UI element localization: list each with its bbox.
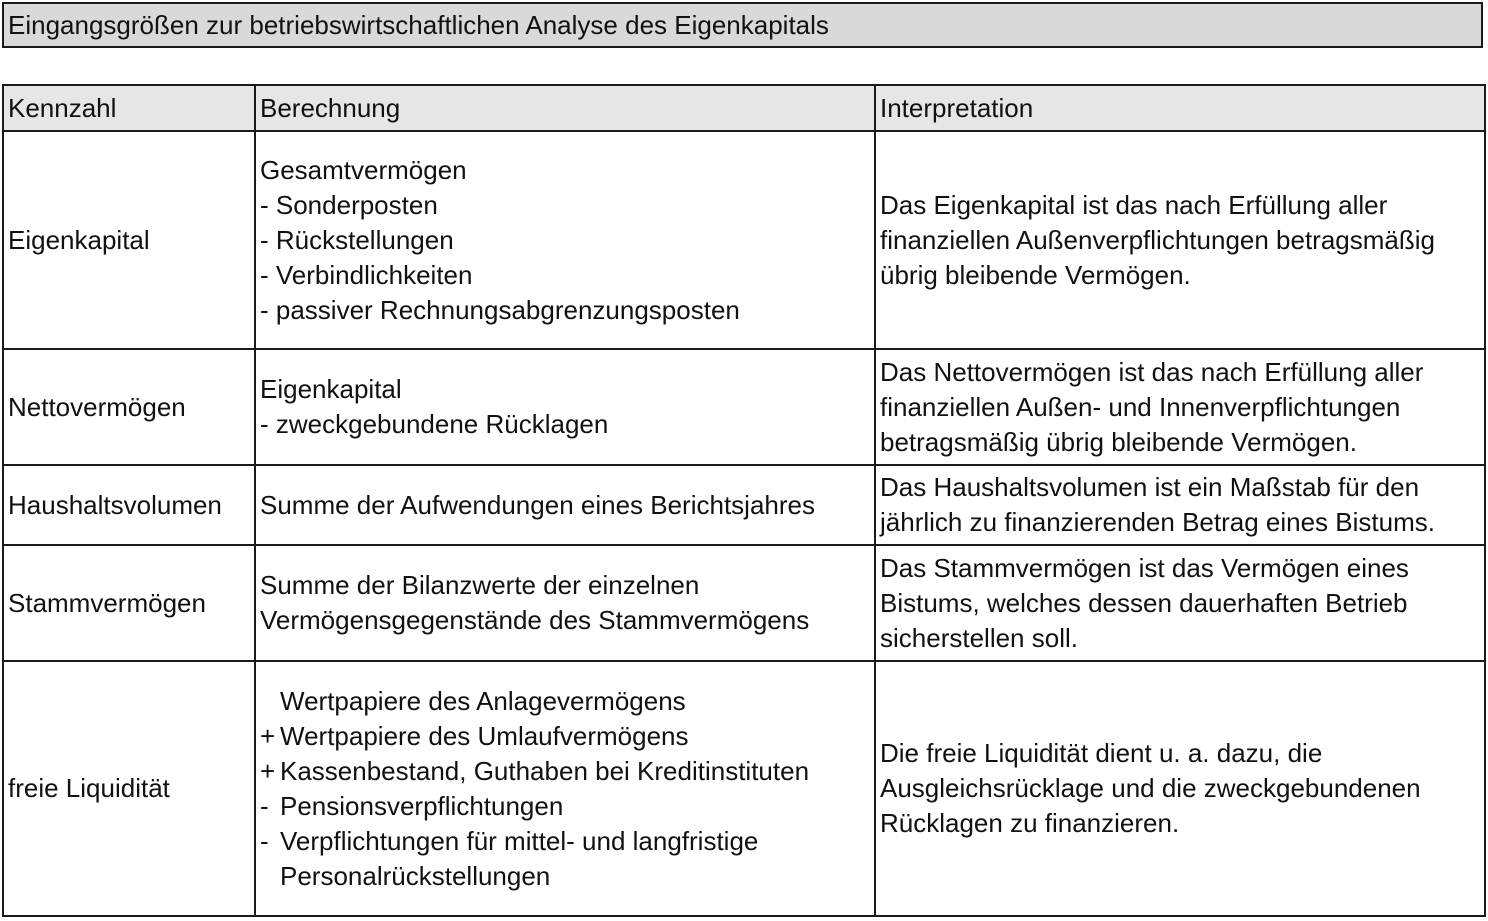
kennzahl-cell: Eigenkapital	[3, 131, 255, 349]
table-row	[3, 131, 1485, 349]
kennzahl-cell: Stammvermögen	[3, 545, 255, 661]
formula-line: Summe der Aufwendungen eines Berichtsjahres	[260, 489, 815, 520]
kennzahl-cell: freie Liquidität	[3, 661, 255, 916]
kennzahlen-table	[2, 84, 1486, 917]
interpretation-line: Rücklagen zu finanzieren.	[880, 808, 1180, 838]
berechnung-cell	[255, 131, 875, 349]
formula-line	[260, 824, 870, 859]
formula-line: Eigenkapital	[260, 374, 402, 404]
formula-line	[260, 789, 870, 824]
formula-line: - Sonderposten	[260, 189, 438, 220]
table-row	[3, 545, 1485, 661]
formula-line	[260, 754, 870, 789]
interpretation-cell	[875, 465, 1485, 545]
formula-operator: -	[260, 825, 269, 856]
header-berechnung: Berechnung	[255, 85, 875, 131]
interpretation-line: finanziellen Außenverpflichtungen betragsmäßig	[880, 224, 1436, 255]
table-row	[3, 465, 1485, 545]
formula-line	[260, 859, 870, 894]
interpretation-line: betragsmäßig übrig bleibende Vermögen.	[880, 426, 1357, 457]
formula-term: Wertpapiere des Anlagevermögens	[280, 685, 686, 716]
header-interpretation: Interpretation	[875, 85, 1485, 131]
table-header-row	[3, 85, 1485, 131]
formula-operator: +	[260, 720, 276, 751]
formula-term: Pensionsverpflichtungen	[280, 790, 564, 821]
formula-term: Verpflichtungen für mittel- und langfristige	[280, 825, 759, 856]
interpretation-line: Bistums, welches dessen dauerhaften Betrieb	[880, 587, 1408, 618]
interpretation-line: Die freie Liquidität dient u. a. dazu, die	[880, 738, 1323, 768]
formula-term: Personalrückstellungen	[280, 860, 551, 891]
document-title: Eingangsgrößen zur betriebswirtschaftlichen Analyse des Eigenkapitals	[2, 2, 1483, 48]
interpretation-cell	[875, 131, 1485, 349]
interpretation-cell	[875, 349, 1485, 465]
interpretation-line: sicherstellen soll.	[880, 622, 1078, 653]
berechnung-cell	[255, 349, 875, 465]
interpretation-line: Das Haushaltsvolumen ist ein Maßstab für den	[880, 472, 1420, 502]
interpretation-line: finanziellen Außen- und Innenverpflichtungen	[880, 391, 1401, 422]
formula-operator	[260, 859, 280, 894]
berechnung-cell	[255, 661, 875, 916]
table-row	[3, 349, 1485, 465]
formula-operator: -	[260, 790, 269, 821]
interpretation-line: Das Stammvermögen ist das Vermögen eines	[880, 552, 1409, 583]
interpretation-line: Das Nettovermögen ist das nach Erfüllung aller	[880, 356, 1424, 387]
interpretation-line: übrig bleibende Vermögen.	[880, 259, 1191, 290]
interpretation-line: Das Eigenkapital ist das nach Erfüllung aller	[880, 189, 1388, 220]
interpretation-line: Ausgleichsrücklage und die zweckgebundenen	[880, 773, 1421, 803]
interpretation-line: jährlich zu finanzierenden Betrag eines Bistums.	[880, 507, 1435, 537]
formula-line	[260, 719, 870, 754]
formula-term: Wertpapiere des Umlaufvermögens	[280, 720, 689, 751]
berechnung-cell	[255, 545, 875, 661]
formula-line: Vermögensgegenstände des Stammvermögens	[260, 605, 810, 635]
interpretation-cell	[875, 661, 1485, 916]
formula-line: - passiver Rechnungsabgrenzungsposten	[260, 294, 740, 325]
table-row	[3, 661, 1485, 916]
kennzahl-cell: Haushaltsvolumen	[3, 465, 255, 545]
formula-line: - Rückstellungen	[260, 224, 454, 255]
berechnung-cell	[255, 465, 875, 545]
formula-line: Gesamtvermögen	[260, 154, 467, 185]
formula-line: - Verbindlichkeiten	[260, 259, 473, 290]
formula-line: - zweckgebundene Rücklagen	[260, 409, 609, 439]
formula-line	[260, 684, 870, 719]
kennzahl-cell: Nettovermögen	[3, 349, 255, 465]
interpretation-cell	[875, 545, 1485, 661]
formula-term: Kassenbestand, Guthaben bei Kreditinstituten	[280, 755, 810, 786]
formula-line: Summe der Bilanzwerte der einzelnen	[260, 570, 700, 600]
formula-operator	[260, 684, 280, 719]
formula-operator: +	[260, 755, 276, 786]
header-kennzahl: Kennzahl	[3, 85, 255, 131]
